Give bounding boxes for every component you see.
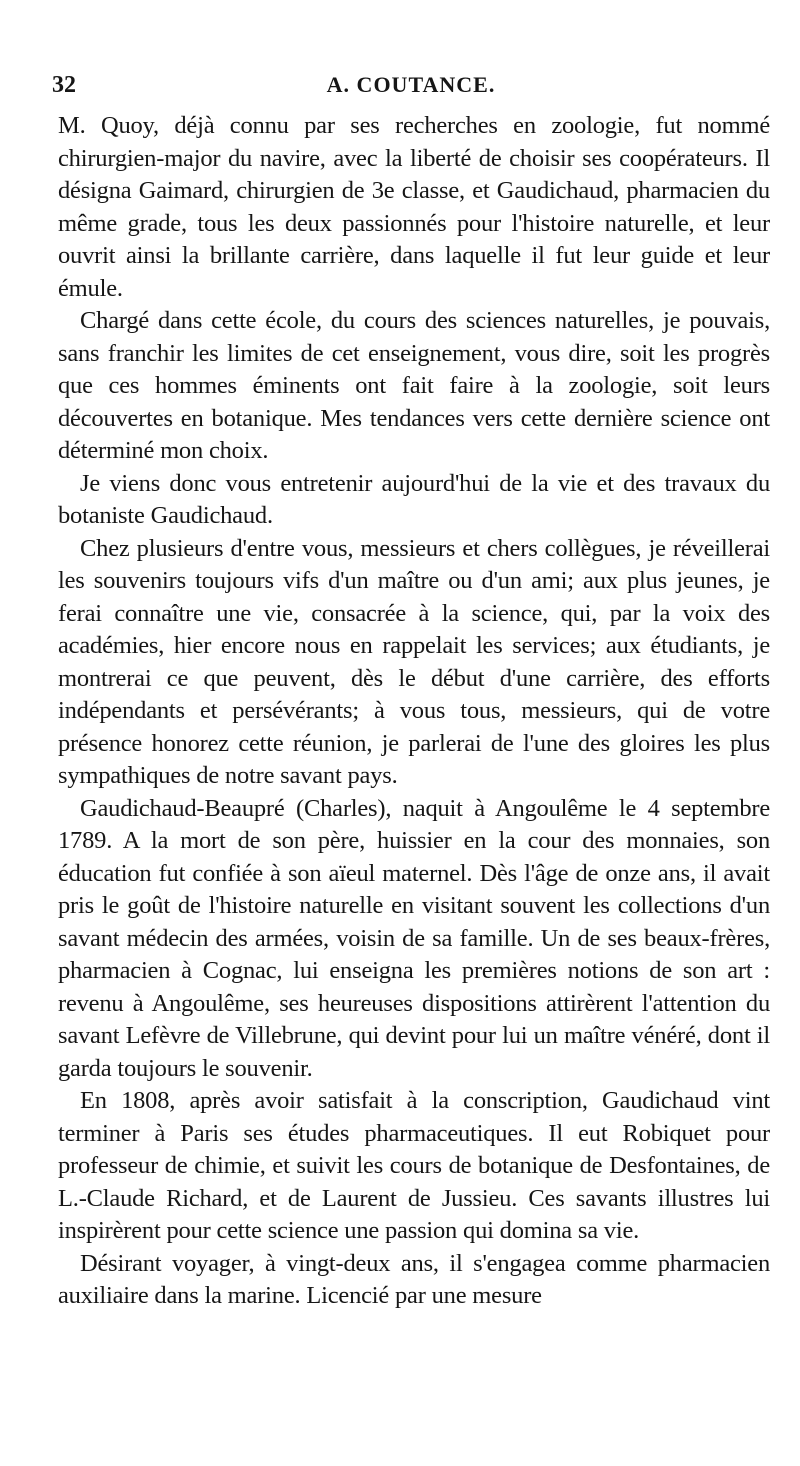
paragraph: M. Quoy, déjà connu par ses recherches en zoologie, fut nommé chirurgien-major du navire, avec la liberté de choisir ses coopérateurs. Il désigna Gaimard, chirurgien de 3e classe, et Gaudichaud, pharmacien du même grade, tous les deux passionnés pour l'histoire naturelle, et leur ouvrit ainsi la brillante carrière, dans laquelle il fut leur guide et leur émule. [58,112,770,302]
paragraph: Chargé dans cette école, du cours des sciences naturelles, je pouvais, sans franchir les limites de cet enseignement, vous dire, soit les progrès que ces hommes éminents ont fait faire à la zoologie, soit leurs découvertes en botanique. Mes tendances vers cette dernière science ont déterminé mon choix. [58,307,770,464]
paragraph: En 1808, après avoir satisfait à la conscription, Gaudichaud vint terminer à Paris ses études pharmaceutiques. Il eut Robiquet pour professeur de chimie, et suivit les cours de botanique de Desfontaines, de L.-Claude Richard, et de Laurent de Jussieu. Ces savants illustres lui inspirèrent pour cette science une passion qui domina sa vie. [58,1087,770,1244]
page-header [52,72,770,102]
paragraph: Je viens donc vous entretenir aujourd'hui de la vie et des travaux du botaniste Gaudichaud. [58,469,770,529]
page-number: 32 [52,72,76,98]
paragraph: Gaudichaud-Beaupré (Charles), naquit à Angoulême le 4 septembre 1789. A la mort de son père, huissier en la cour des monnaies, son éducation fut confiée à son aïeul maternel. Dès l'âge de onze ans, il avait pris le goût de l'histoire naturelle en visitant souvent les collections d'un savant médecin des armées, voisin de sa famille. Un de ses beaux-frères, pharmacien à Cognac, lui enseigna les premières notions de son art : revenu à Angoulême, ses heureuses dispositions attirèrent l'attention du savant Lefèvre de Villebrune, qui devint pour lui un maître vénéré, dont il garda toujours le souvenir. [58,794,770,1082]
paragraph: Chez plusieurs d'entre vous, messieurs et chers collègues, je réveillerai les souvenirs toujours vifs d'un maître ou d'un ami; aux plus jeunes, je ferai connaître une vie, consacrée à la science, qui, par la voix des académies, hier encore nous en rappelait les services; aux étudiants, je montrerai ce que peuvent, dès le début d'une carrière, des efforts indépendants et persévérants; à vous tous, messieurs, qui de votre présence honorez cette réunion, je parlerai de l'une des gloires les plus sympathiques de notre savant pays. [58,534,770,789]
paragraph: Désirant voyager, à vingt-deux ans, il s'engagea comme pharmacien auxiliaire dans la marine. Licencié par une mesure [58,1249,770,1309]
body-text [58,110,770,1313]
running-head: A. COUTANCE. [326,72,496,97]
